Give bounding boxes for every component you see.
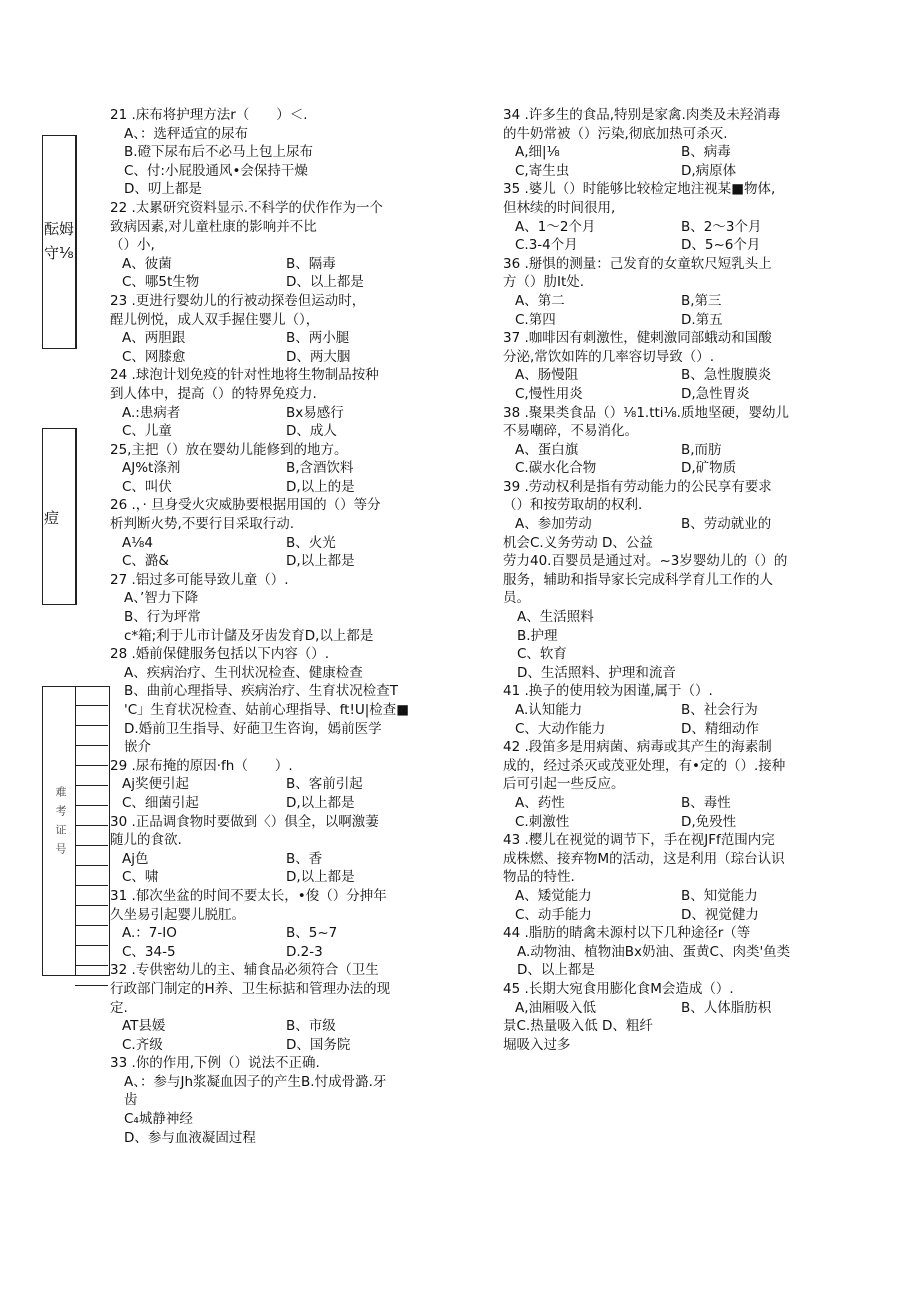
admission-number-label: 难考证号 <box>54 786 67 862</box>
binding-label-top-2: 守⅛ <box>44 244 74 262</box>
question-text: 22 .太累研究资料显示.不科学的伏作作为一个 <box>110 199 384 216</box>
option-row <box>110 850 428 869</box>
option-text: C、儿童 <box>122 423 172 440</box>
option-text: 嵌介 <box>124 739 151 756</box>
option-text: D,急性胃炎 <box>681 385 750 402</box>
option-text: A,细|⅛ <box>515 144 560 161</box>
question-block <box>110 757 428 813</box>
option-row <box>110 459 428 478</box>
question-block <box>110 571 428 645</box>
option-text: C₄城静神经 <box>124 1111 193 1128</box>
option-text: C.3-4个月 <box>515 237 578 254</box>
question-text: 的牛奶常被（）污染,彻底加热可杀灭. <box>503 125 728 142</box>
option-row <box>503 236 815 255</box>
option-row <box>503 311 815 330</box>
question-block <box>110 366 428 440</box>
option-row <box>503 366 815 385</box>
option-text: A、参加劳动 <box>515 516 592 533</box>
option-text: B.磴下尿布后不必马上包上尿布 <box>124 144 314 161</box>
question-text: 43 .樱儿在视觉的调节下，手在视JFf范围内完 <box>503 832 775 849</box>
option-text: B、市级 <box>286 1018 336 1035</box>
question-text: 随儿的食欲. <box>110 832 182 849</box>
option-text: B、人体脂肪枳 <box>681 999 772 1016</box>
option-text: D、生活照料、护理和流音 <box>517 664 676 681</box>
question-text: 25,主把（）放在婴幼儿能修到的地方。 <box>110 441 348 458</box>
option-text: C、潞& <box>122 553 169 570</box>
question-block <box>503 924 815 980</box>
option-text: AJ%t涤剂 <box>122 460 181 477</box>
option-text: A、第二 <box>515 292 565 309</box>
option-text: A、矮觉能力 <box>515 887 592 904</box>
right-question-column <box>503 106 815 1054</box>
option-text: A⅛4 <box>122 534 153 551</box>
option-text: D、以上都是 <box>286 274 364 291</box>
option-text: C、34-5 <box>122 943 176 960</box>
option-row <box>503 701 815 720</box>
binding-divider-mid <box>75 428 76 605</box>
question-block <box>503 255 815 329</box>
question-text: 24 .球泡计划免疫的针对性地将生物制品按种 <box>110 367 379 384</box>
option-row <box>503 999 815 1018</box>
option-text: B、两小腿 <box>286 330 350 347</box>
option-row <box>110 552 428 571</box>
option-text: D、视觉健力 <box>681 906 759 923</box>
option-row <box>110 924 428 943</box>
question-block <box>503 106 815 180</box>
option-row <box>503 218 815 237</box>
option-row <box>503 292 815 311</box>
option-text: D,病原体 <box>681 162 737 179</box>
option-text: C.刺激性 <box>515 813 570 830</box>
question-block <box>110 106 428 199</box>
question-text: 27 .铝过多可能导致儿童（）. <box>110 571 289 588</box>
question-block <box>503 980 815 1054</box>
question-block <box>110 813 428 887</box>
option-row <box>110 348 428 367</box>
question-text: 景C.热量吸入低 D、粗纤 <box>503 1018 653 1035</box>
question-text: 致病因素,对儿童杜康的影响并不比 <box>110 218 317 235</box>
option-text: B、病毒 <box>681 144 731 161</box>
option-text: B,含酒饮料 <box>286 460 354 477</box>
question-text: 到人体中，提高（）的特界免疫力. <box>110 385 317 402</box>
option-text: 齿 <box>124 1092 138 1109</box>
option-text: D.婚前卫生指导、好葩卫生咨询，嫣前医学 <box>124 720 382 737</box>
option-text: B、火光 <box>286 534 336 551</box>
question-text: 26 .，· 旦身受火灾威胁要根据用国的（）等分 <box>110 497 381 514</box>
question-block <box>503 329 815 403</box>
option-row <box>110 943 428 962</box>
binding-divider-top <box>75 135 76 349</box>
option-text: Bx易感行 <box>286 404 344 421</box>
option-text: A、生活照料 <box>517 609 594 626</box>
question-text: 不易嘲碎，不易消化。 <box>503 423 638 440</box>
option-text: C、网膝愈 <box>122 348 186 365</box>
option-text: D,以上都是 <box>286 869 355 886</box>
option-text: Aj色 <box>122 850 149 867</box>
question-text: 37 .咖啡因有刺激性，健剌激同部蛾动和国酸 <box>503 330 772 347</box>
option-text: D,免殁性 <box>681 813 737 830</box>
option-text: B、2～3个月 <box>681 218 762 235</box>
option-row <box>503 441 815 460</box>
question-text: 劳力40.百婴员是通过对。~3岁婴幼儿的（）的 <box>503 553 788 570</box>
option-text: D、两大胭 <box>286 348 351 365</box>
question-text: 31 .郁次坐盆的时间不要太长，•俊（）分抻年 <box>110 887 387 904</box>
option-text: C、啸 <box>122 869 159 886</box>
option-text: D.2-3 <box>286 943 323 960</box>
option-text: A、疾病治疗、生刊状况检查、健康检查 <box>124 664 363 681</box>
option-row <box>503 887 815 906</box>
option-text: A.：7-IO <box>122 925 177 942</box>
question-text: 物品的特性. <box>503 869 575 886</box>
option-text: B,而肪 <box>681 441 722 458</box>
option-row <box>110 478 428 497</box>
binding-label-mid: 痘 <box>44 509 60 527</box>
question-text: 28 .婚前保健服务包括以下内容（）. <box>110 646 330 663</box>
question-text: 41 .换子的使用较为困谨,属于（）. <box>503 683 713 700</box>
option-row <box>110 534 428 553</box>
question-text: 23 .更进行婴幼儿的行被动探卷但运动时， <box>110 292 366 309</box>
option-row <box>503 385 815 404</box>
question-text: 36 .掰惧的测量：己发育的女童软尺短乳头上 <box>503 255 772 272</box>
question-block <box>503 404 815 478</box>
question-block <box>110 496 428 570</box>
option-row <box>503 143 815 162</box>
question-text: 服务，辅助和指导家长完成科学育儿工作的人 <box>503 571 773 588</box>
option-text: C、动手能力 <box>515 906 592 923</box>
question-text: 行政部门制定的H养、卫生标掂和管理办法的现 <box>110 980 391 997</box>
option-row <box>503 459 815 478</box>
option-text: B、知觉能力 <box>681 887 758 904</box>
option-row <box>503 162 815 181</box>
option-text: C、付:小屁股通风•会保持干燥 <box>124 162 308 179</box>
question-text: 45 .长期大宛食用膨化食M会造成（）. <box>503 980 734 997</box>
question-text: 39 .劳动权利是指有劳动能力的公民享有要求 <box>503 478 772 495</box>
option-row <box>110 1017 428 1036</box>
admission-number-grid <box>75 686 108 986</box>
option-row <box>110 404 428 423</box>
question-text: 方（）肋It处. <box>503 274 585 291</box>
option-text: C.碳水化合物 <box>515 460 597 477</box>
option-text: D、成人 <box>286 423 337 440</box>
option-text: AT县媛 <box>122 1018 166 1035</box>
question-text: （）小, <box>110 237 155 254</box>
question-text: 分泌,常饮如阵的几率容切导致（）. <box>503 348 715 365</box>
question-block <box>110 441 428 497</box>
option-row <box>110 868 428 887</box>
option-text: Aj奖便引起 <box>122 776 189 793</box>
option-text: B、5~7 <box>286 925 338 942</box>
question-text: 久坐易引起婴儿脱肛。 <box>110 906 245 923</box>
question-text: 定. <box>110 999 128 1016</box>
question-text: 21 .床布将护理方法r（ ）＜. <box>110 107 308 123</box>
option-text: A、两胆跟 <box>122 330 186 347</box>
question-text: 但林续的时间很用, <box>503 199 616 216</box>
option-text: C,慢性用炎 <box>515 385 583 402</box>
option-row <box>503 515 815 534</box>
question-block <box>503 831 815 924</box>
option-text: A.动物油、植物油Bx奶油、蛋黄C、肉类'鱼类 <box>517 943 791 960</box>
question-block <box>503 478 815 683</box>
option-text: A.认知能力 <box>515 702 583 718</box>
option-text: B、毒性 <box>681 794 731 811</box>
question-block <box>110 645 428 757</box>
option-text: B、曲前心理指导、疾病治疗、生育状况检查T <box>124 683 399 700</box>
option-row <box>503 720 815 739</box>
question-text: 成的，经过杀灭或茂亚处理，有•定的（）.接种 <box>503 757 786 774</box>
option-text: C、哪5t生物 <box>122 274 200 291</box>
option-text: A、蛋白旗 <box>515 441 579 458</box>
option-text: B、隔毒 <box>286 255 336 272</box>
option-text: D,矿物质 <box>681 460 737 477</box>
question-text: 32 .专供密幼儿的主、辅食品必须符合（卫生 <box>110 962 379 979</box>
option-text: C、大动作能力 <box>515 720 606 737</box>
option-text: A,油厢吸入低 <box>515 999 597 1016</box>
option-row <box>110 1036 428 1055</box>
question-text: 析判断火势,不要行目采取行动. <box>110 516 295 533</box>
option-text: C.齐级 <box>122 1036 163 1053</box>
question-text: 34 .许多生的食品,特别是家禽.肉类及未羟消毒 <box>503 107 781 123</box>
option-text: D、以上都是 <box>517 962 595 979</box>
option-text: C、叫伏 <box>122 478 172 495</box>
option-text: D、国务院 <box>286 1036 351 1053</box>
question-text: 29 .尿布掩的原因·fh（ ）. <box>110 757 293 774</box>
question-text: 44 .脂肪的睛禽未源村以下几种途径r（等 <box>503 925 751 942</box>
question-block <box>110 961 428 1054</box>
option-text: B、急性腹膜炎 <box>681 367 772 384</box>
question-text: 成株燃、接弃物M的活动，这是利用（琮台认识 <box>503 850 785 867</box>
question-block <box>503 738 815 831</box>
option-text: D、5~6个月 <box>681 237 761 254</box>
option-row <box>503 813 815 832</box>
option-text: D,以上都是 <box>286 553 355 570</box>
option-text: A.:患病者 <box>122 404 181 421</box>
question-block <box>503 682 815 738</box>
option-row <box>110 273 428 292</box>
option-text: B、劳动就业的 <box>681 516 772 533</box>
option-text: c*箱;利于儿市计儲及牙齿发育D,以上都是 <box>124 627 374 644</box>
option-text: A、彼菌 <box>122 255 172 272</box>
question-text: 堀吸入过多 <box>503 1036 571 1053</box>
question-text: 酲儿例悦，成人双手握住婴儿（）， <box>110 311 320 328</box>
question-block <box>110 292 428 366</box>
binding-label-top-1: 酝姆 <box>44 220 75 238</box>
option-row <box>110 794 428 813</box>
question-text: 后可引起一些反应。 <box>503 776 625 793</box>
option-text: 'C」生育状况检查、姑前心理指导、ft!U|检查■ <box>124 702 410 718</box>
question-block <box>503 180 815 254</box>
option-text: A、’智力下降 <box>124 590 199 607</box>
option-text: D、参与血液凝固过程 <box>124 1129 256 1146</box>
option-text: C、细菌引起 <box>122 794 199 811</box>
option-text: D.第五 <box>681 311 723 328</box>
question-text: 38 .聚果类食品（）⅛1.tti⅛.质地坚硬，婴幼儿 <box>503 404 789 421</box>
question-text: 33 .你的作用,下例（）说法不正确. <box>110 1055 320 1072</box>
question-block <box>110 1054 428 1147</box>
question-text: 42 .段笛多是用病菌、病毒或其产生的海素制 <box>503 739 772 756</box>
option-row <box>503 906 815 925</box>
option-text: B、行为坪常 <box>124 609 201 626</box>
option-text: B.护理 <box>517 627 558 644</box>
question-text: 30 .正品调食物时要做到〈）俱全，以啊激萋 <box>110 813 379 830</box>
option-text: B、客前引起 <box>286 776 363 793</box>
option-text: A、肠慢阻 <box>515 367 579 384</box>
option-text: A、1～2个月 <box>515 218 596 235</box>
option-text: A、药性 <box>515 794 565 811</box>
question-text: 员。 <box>503 590 530 607</box>
question-text: 35 .婆儿（）时能够比较检定地注视某■物体, <box>503 181 776 198</box>
option-row <box>110 422 428 441</box>
option-text: D,以上都是 <box>286 794 355 811</box>
option-text: A、：选秤适宜的尿布 <box>124 125 248 142</box>
left-question-column <box>110 106 428 1147</box>
option-text: D,以上的是 <box>286 478 355 495</box>
option-text: C,寄生虫 <box>515 162 570 179</box>
option-row <box>110 329 428 348</box>
question-text: 机会C.义务劳动 D、公益 <box>503 534 653 551</box>
option-text: B、社会行为 <box>681 702 758 718</box>
option-text: D、精细动作 <box>681 720 759 737</box>
option-row <box>110 255 428 274</box>
question-text: （）和按劳取胡的权利. <box>503 497 643 514</box>
option-text: B、香 <box>286 850 323 867</box>
option-text: C.第四 <box>515 311 556 328</box>
option-text: B,第三 <box>681 292 722 309</box>
option-text: D、叨上都是 <box>124 181 202 198</box>
option-text: A、：参与Jh浆凝血因子的产生B.忖成骨潞.牙 <box>124 1073 387 1090</box>
option-row <box>110 775 428 794</box>
question-block <box>110 887 428 961</box>
option-row <box>503 794 815 813</box>
option-text: C、软育 <box>517 646 567 663</box>
question-block <box>110 199 428 292</box>
